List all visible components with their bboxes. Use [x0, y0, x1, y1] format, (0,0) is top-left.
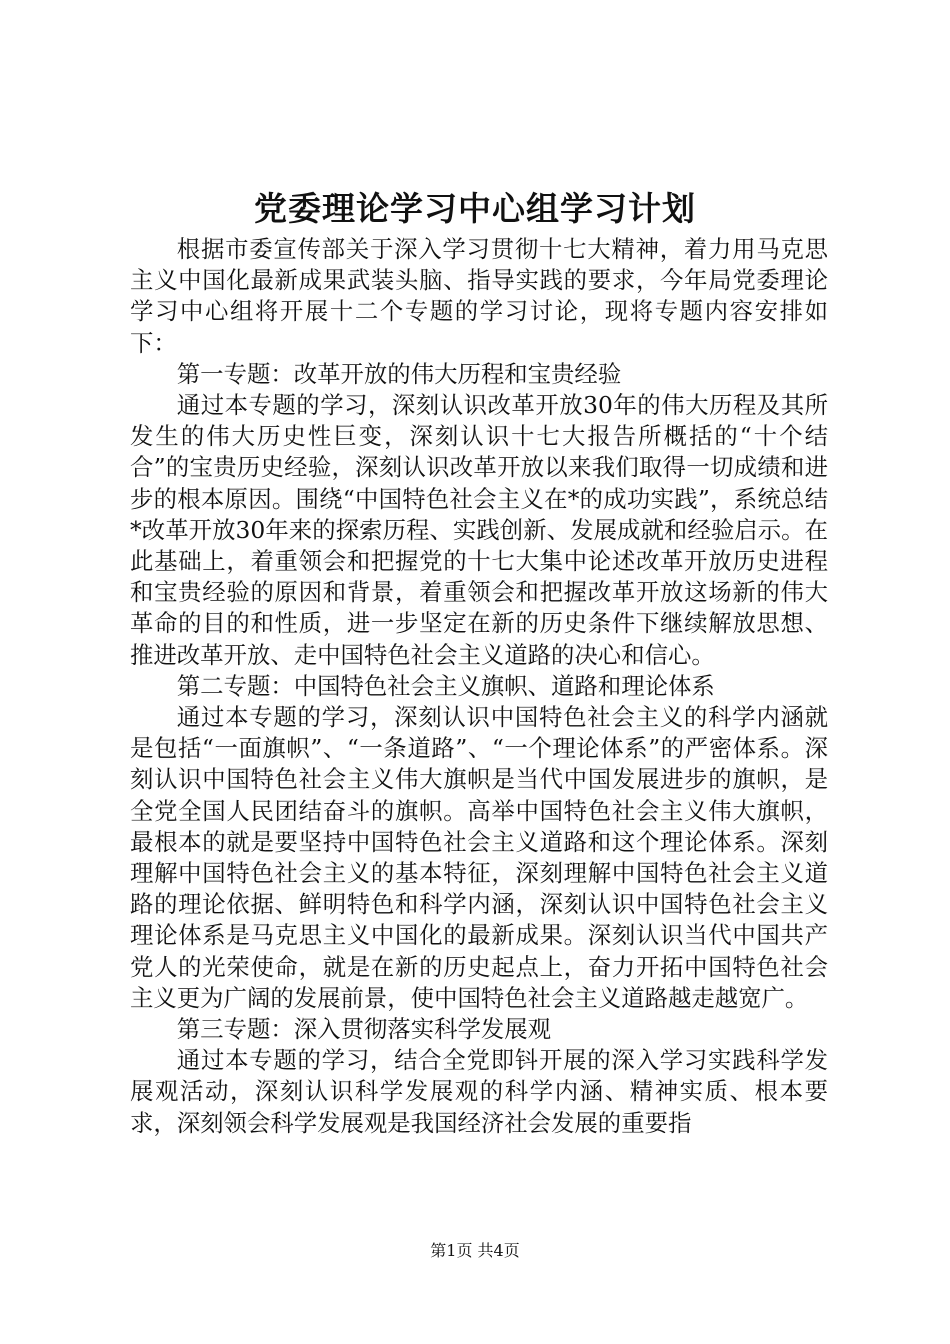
- topic-1-heading: 第一专题：改革开放的伟大历程和宝贵经验: [176, 359, 622, 388]
- topic-1-paragraph: 通过本专题的学习，深刻认识改革开放30年的伟大历程及其所发生的伟大历史性巨变，深刻认识十七大报告所概括的“十个结合”的宝贵历史经验，深刻认识改革开放以来我们取得一切成绩和进步的根本原因。围绕“中国特色社会主义在*的成功实践”，系统总结*改革开放30年来的探索历程、实践创新、发展成就和经验启示。在此基础上，着重领会和把握党的十七大集中论述改革开放历史进程和宝贵经验的原因和背景，着重领会和把握改革开放这场新的伟大革命的目的和性质，进一步坚定在新的历史条件下继续解放思想、推进改革开放、走中国特色社会主义道路的决心和信心。: [130, 391, 828, 669]
- page-footer: 第1页 共4页: [430, 1241, 520, 1260]
- topic-3-paragraph: 通过本专题的学习，结合全党即钭开展的深入学习实践科学发展观活动，深刻认识科学发展观的科学内涵、精神实质、根本要求，深刻领会科学发展观是我国经济社会发展的重要指: [130, 1046, 828, 1137]
- topic-2-paragraph: 通过本专题的学习，深刻认识中国特色社会主义的科学内涵就是包括“一面旗帜”、“一条道路”、“一个理论体系”的严密体系。深刻认识中国特色社会主义伟大旗帜是当代中国发展进步的旗帜，是全党全国人民团结奋斗的旗帜。高举中国特色社会主义伟大旗帜，最根本的就是要坚持中国特色社会主义道路和这个理论体系。深刻理解中国特色社会主义的基本特征，深刻理解中国特色社会主义道路的理论依据、鲜明特色和科学内涵，深刻认识中国特色社会主义理论体系是马克思主义中国化的最新成果。深刻认识当代中国共产党人的光荣使命，就是在新的历史起点上，奋力开拓中国特色社会主义更为广阔的发展前景，使中国特色社会主义道路越走越宽广。: [130, 703, 828, 1012]
- document-title: 党委理论学习中心组学习计划: [254, 189, 696, 228]
- topic-3-heading: 第三专题：深入贯彻落实科学发展观: [176, 1015, 552, 1044]
- intro-paragraph: 根据市委宣传部关于深入学习贯彻十七大精神，着力用马克思主义中国化最新成果武装头脑、指导实践的要求，今年局党委理论学习中心组将开展十二个专题的学习讨论，现将专题内容安排如下：: [130, 235, 828, 357]
- topic-2-heading: 第二专题：中国特色社会主义旗帜、道路和理论体系: [176, 671, 715, 700]
- document-body: [130, 234, 828, 1139]
